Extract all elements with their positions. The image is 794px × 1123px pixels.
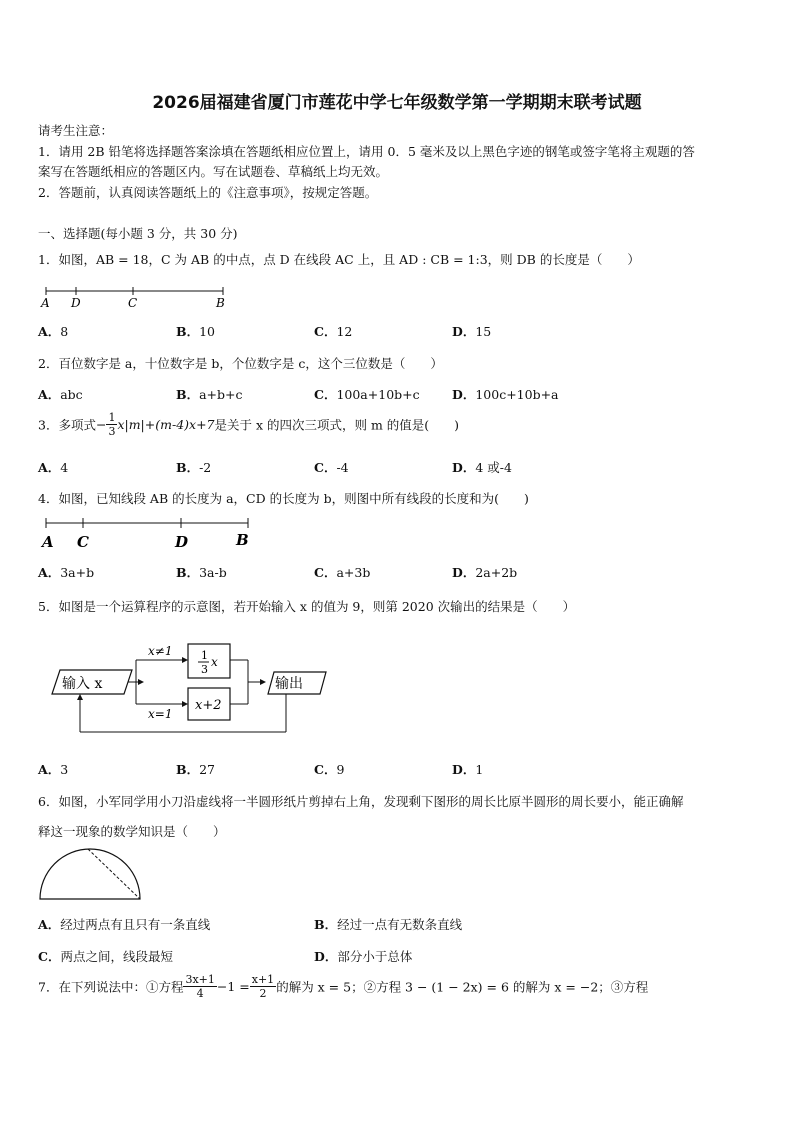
- q4-point-a: A: [42, 533, 54, 551]
- flow-box-top-num: 1: [201, 649, 208, 662]
- q4-segment-figure: [38, 515, 258, 555]
- q3-option-c: C．-4: [314, 460, 349, 475]
- flow-box-top-var: x: [211, 655, 218, 669]
- q1-option-c: C．12: [314, 324, 353, 339]
- notice-item-1-line-1: 1．请用 2B 铅笔将选择题答案涂填在答题纸相应位置上，请用 0．5 毫米及以上黑色字迹的钢笔或签字笔将主观题的答: [38, 144, 695, 159]
- q4-option-d: D．2a+2b: [452, 565, 518, 580]
- q2-option-b: B．a+b+c: [176, 387, 243, 402]
- q1-point-c: C: [128, 296, 138, 310]
- q4-stem: 4．如图，已知线段 AB 的长度为 a，CD 的长度为 b，则图中所有线段的长度和为( ): [38, 491, 529, 506]
- q5-option-d: D．1: [452, 762, 484, 777]
- q1-point-d: D: [71, 296, 81, 310]
- q1-stem: 1．如图，AB = 18，C 为 AB 的中点，点 D 在线段 AC 上，且 AD : CB = 1:3，则 DB 的长度是（ ）: [38, 252, 640, 267]
- q7-fraction-1: $\frac{3x+1}{4}$: [185, 973, 215, 1000]
- q5-flowchart: [48, 638, 338, 738]
- q5-stem: 5．如图是一个运算程序的示意图，若开始输入 x 的值为 9，则第 2020 次输出的结果是（ ）: [38, 599, 576, 614]
- q1-segment-figure: [38, 284, 238, 314]
- q7-stem: 7．在下列说法中：①方程 $\frac{3x+1}{4}$ −1 = $\frac{x+1}{2}$ 的解为 x = 5；②方程 3 − (1 − 2x) = 6 的解为 x = −2；③方程: [38, 973, 649, 1000]
- q4-option-c: C．a+3b: [314, 565, 371, 580]
- q2-option-d: D．100c+10b+a: [452, 387, 559, 402]
- page-title: 2026届福建省厦门市莲花中学七年级数学第一学期期末联考试题: [152, 93, 642, 113]
- flow-output-label: 输出: [275, 676, 303, 692]
- flow-box-top-den: 3: [201, 663, 208, 676]
- q1-point-b: B: [216, 296, 225, 310]
- q3-fraction: $\frac{1}{3}$: [108, 411, 116, 438]
- q2-stem: 2．百位数字是 a，十位数字是 b，个位数字是 c，这个三位数是（ ）: [38, 356, 443, 371]
- q2-option-a: A．abc: [38, 387, 83, 402]
- q6-stem-line-2: 释这一现象的数学知识是（ ）: [38, 824, 226, 839]
- q3-option-b: B．-2: [176, 460, 212, 475]
- q6-semicircle-figure: [36, 845, 146, 903]
- q1-option-d: D．15: [452, 324, 492, 339]
- q1-option-a: A．8: [38, 324, 69, 339]
- q3-option-a: A．4: [38, 460, 69, 475]
- q5-option-a: A．3: [38, 762, 69, 777]
- q1-point-a: A: [41, 296, 50, 310]
- q5-option-c: C．9: [314, 762, 345, 777]
- flow-cond-bottom: x=1: [148, 707, 173, 721]
- flow-input-label: 输入 x: [62, 676, 103, 692]
- section-heading: 一、选择题(每小题 3 分，共 30 分): [38, 226, 238, 241]
- q4-point-b: B: [236, 531, 249, 549]
- flow-box-top: [188, 644, 230, 678]
- q4-point-d: D: [175, 533, 189, 551]
- flow-cond-top: x≠1: [148, 644, 173, 658]
- flow-box-bottom-label: x+2: [195, 698, 222, 713]
- q5-option-b: B．27: [176, 762, 215, 777]
- q3-option-d: D．4 或-4: [452, 460, 512, 475]
- q6-option-d: D．部分小于总体: [314, 949, 413, 964]
- q2-option-c: C．100a+10b+c: [314, 387, 420, 402]
- q6-option-c: C．两点之间，线段最短: [38, 949, 173, 964]
- q3-stem: 3．多项式− $\frac{1}{3}$ x|m|+(m-4)x+7是关于 x 的四次三项式，则 m 的值是( ): [38, 411, 460, 438]
- q4-option-a: A．3a+b: [38, 565, 95, 580]
- q4-point-c: C: [77, 533, 89, 551]
- q7-fraction-2: $\frac{x+1}{2}$: [251, 973, 275, 1000]
- q6-option-b: B．经过一点有无数条直线: [314, 917, 463, 932]
- q6-stem-line-1: 6．如图，小军同学用小刀沿虚线将一半圆形纸片剪掉右上角，发现剩下图形的周长比原半圆形的周长要小，能正确解: [38, 794, 684, 809]
- q1-option-b: B．10: [176, 324, 215, 339]
- notice-heading: 请考生注意：: [38, 123, 114, 138]
- q4-option-b: B．3a-b: [176, 565, 227, 580]
- q6-option-a: A．经过两点有且只有一条直线: [38, 917, 211, 932]
- notice-item-1-line-2: 案写在答题纸相应的答题区内。写在试题卷、草稿纸上均无效。: [38, 164, 389, 179]
- notice-item-2: 2．答题前，认真阅读答题纸上的《注意事项》，按规定答题。: [38, 185, 378, 200]
